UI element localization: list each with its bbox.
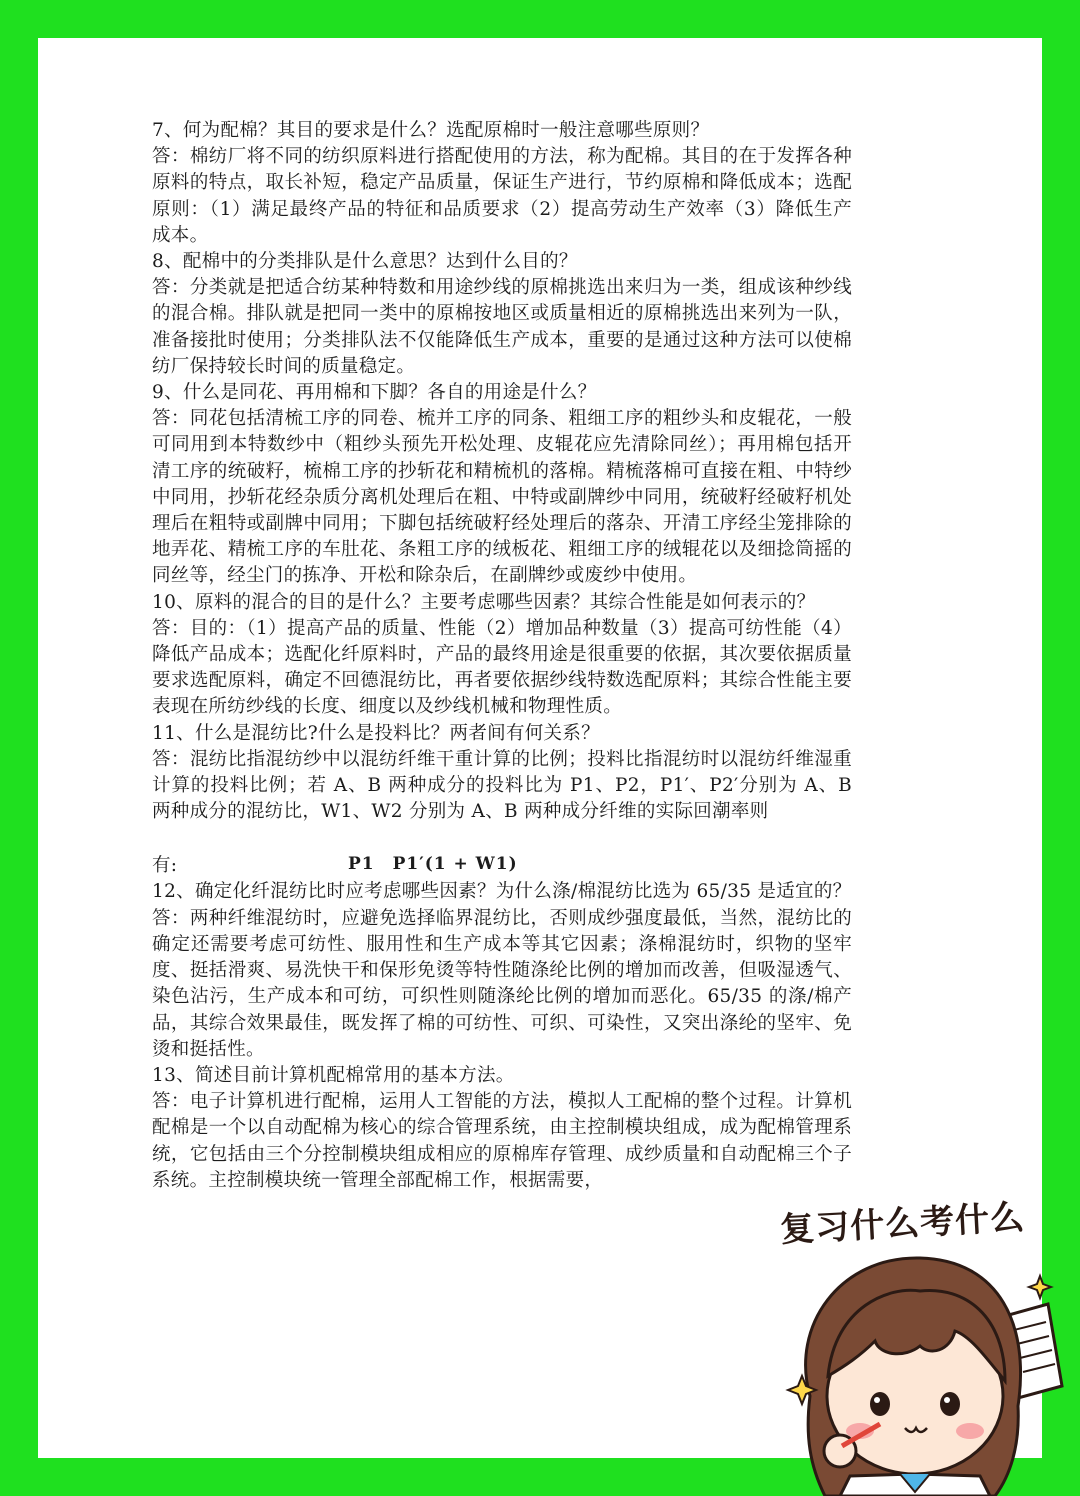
cartoon-girl-sticker [780, 1246, 1080, 1496]
formula-row [152, 825, 852, 879]
question-9: 9、什么是同花、再用棉和下脚？各自的用途是什么？ [152, 382, 597, 404]
answer-10: 答：目的：（1）提高产品的质量、性能（2）增加品种数量（3）提高可纺性能（4）降低产品成本；选配化纤原料时，产品的最终用途是很重要的依据，其次要依据质量要求选配原料，确定不回德混纺比，再者要依据纱线特数选配原料；其综合性能主要表现在所纺纱线的长度、细度以及纱线机械和物理性质。 [152, 617, 852, 718]
answer-13: 答：电子计算机进行配棉，运用人工智能的方法，模拟人工配棉的整个过程。计算机配棉是一个以自动配棉为核心的综合管理系统，由主控制模块组成，成为配棉管理系统，它包括由三个分控制模块组成相应的原棉库存管理、成纱质量和自动配棉三个子系统。主控制模块统一管理全部配棉工作，根据需要， [152, 1091, 852, 1191]
sticker-caption: 复习什么考什么 [779, 1197, 1027, 1251]
question-7: 7、何为配棉？其目的要求是什么？选配原棉时一般注意哪些原则？ [152, 120, 710, 141]
question-10: 10、原料的混合的目的是什么？主要考虑哪些因素？其综合性能是如何表示的？ [152, 591, 816, 613]
formula-expression: P1 P1′(1 + W1) [348, 854, 518, 875]
document-body [152, 118, 852, 1194]
answer-11: 答：混纺比指混纺纱中以混纺纤维干重计算的比例；投料比指混纺时以混纺纤维湿重计算的投料比例；若 A、B 两种成分的投料比为 P1、P2，P1′、P2′分别为 A、B 两种成分的混纺比，W1、W2 分别为 A、B 两种成分纤维的实际回潮率则 [152, 748, 852, 823]
answer-12: 答：两种纤维混纺时，应避免选择临界混纺比，否则成纱强度最低，当然，混纺比的确定还需要考虑可纺性、服用性和生产成本等其它因素；涤棉混纺时，织物的坚牢度、挺括滑爽、易洗快干和保形免烫等特性随涤纶比例的增加而改善，但吸湿透气、染色沾污，生产成本和可纺，可织性则随涤纶比例的增加而恶化。65/35 的涤/棉产品，其综合效果最佳，既发挥了棉的可纺性、可织、可染性，又突出涤纶的坚牢、免烫和挺括性。 [152, 907, 852, 1060]
answer-9: 答：同花包括清梳工序的同卷、梳并工序的同条、粗细工序的粗纱头和皮辊花，一般可同用到本特数纱中（粗纱头预先开松处理、皮辊花应先清除同丝）；再用棉包括开清工序的统破籽，梳棉工序的抄斩花和精梳机的落棉。精梳落棉可直接在粗、中特纱中同用，抄斩花经杂质分离机处理后在粗、中特或副牌纱中同用，统破籽经破籽机处理后在粗特或副牌中同用；下脚包括统破籽经处理后的落杂、开清工序经尘笼排除的地弄花、精梳工序的车肚花、条粗工序的绒板花、粗细工序的绒辊花以及细捻筒摇的同丝等，经尘门的拣净、开松和除杂后，在副牌纱或废纱中使用。 [152, 408, 852, 587]
question-8: 8、配棉中的分类排队是什么意思？达到什么目的？ [152, 251, 578, 273]
answer-8: 答：分类就是把适合纺某种特数和用途纱线的原棉挑选出来归为一类，组成该种纱线的混合棉。排队就是把同一类中的原棉按地区或质量相近的原棉挑选出来列为一队，准备接批时使用；分类排队法不仅能降低生产成本，重要的是通过这种方法可以使棉纺厂保持较长时间的质量稳定。 [152, 277, 852, 377]
formula-lead: 有: [152, 855, 178, 877]
question-12: 12、确定化纤混纺比时应考虑哪些因素？为什么涤/棉混纺比选为 65/35 是适宜的？ [152, 881, 852, 903]
question-11: 11、什么是混纺比?什么是投料比？两者间有何关系？ [152, 722, 600, 744]
question-13: 13、简述目前计算机配棉常用的基本方法。 [152, 1064, 515, 1086]
answer-7: 答：棉纺厂将不同的纺织原料进行搭配使用的方法，称为配棉。其目的在于发挥各种原料的特点，取长补短，稳定产品质量，保证生产进行，节约原棉和降低成本；选配原则：（1）满足最终产品的特征和品质要求（2）提高劳动生产效率（3）降低生产成本。 [152, 146, 852, 246]
